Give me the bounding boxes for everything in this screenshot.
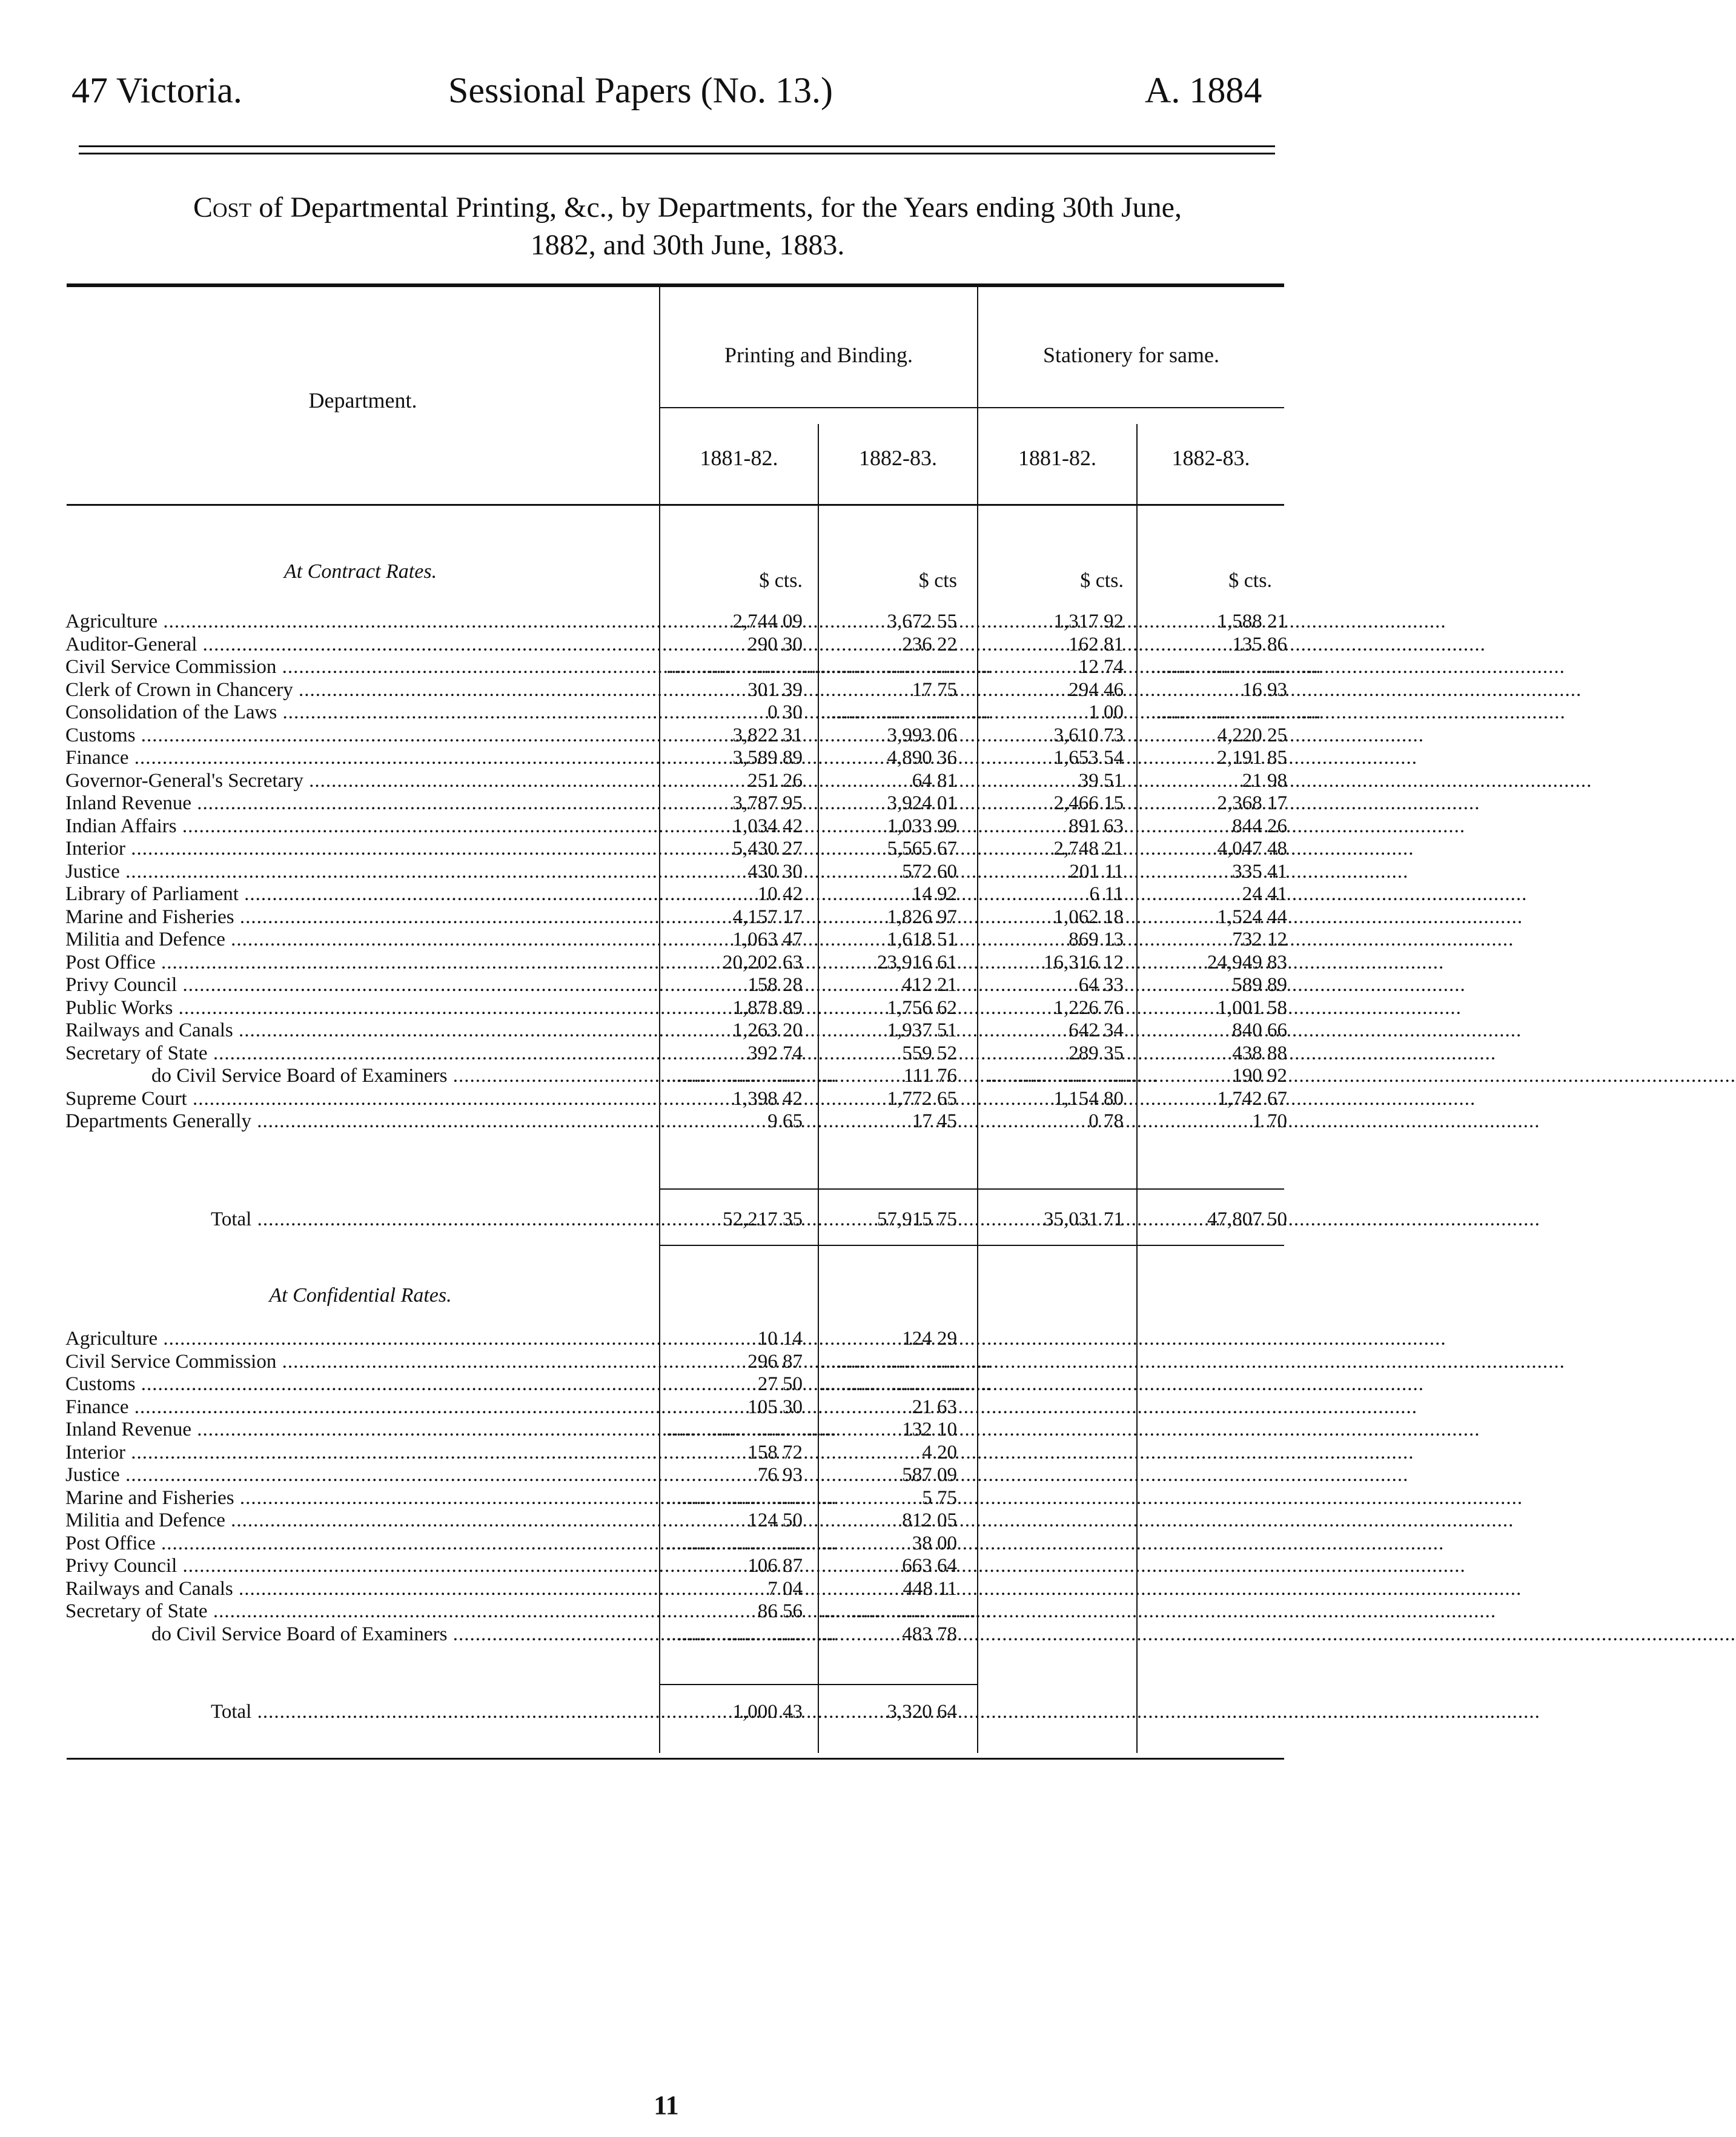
amount-cell: 1,756 62 [887, 996, 957, 1019]
amount-cell: 3,787 95 [732, 792, 803, 814]
amount-cell: 0 30 [767, 701, 803, 723]
amount-cell: 1,263 20 [732, 1019, 803, 1041]
amount-cell: 10 42 [757, 883, 803, 905]
amount-cell: .................................. [1151, 656, 1321, 678]
amount-cell: 335 41 [1232, 860, 1287, 883]
amount-cell: 572 60 [902, 860, 957, 883]
amount-cell: 64 33 [1078, 974, 1124, 996]
department-name: Interior ..... [65, 838, 656, 860]
amount-cell: 5 75 [922, 1486, 957, 1509]
amount-cell: 3,672 55 [887, 611, 957, 632]
amount-cell: 438 88 [1232, 1042, 1287, 1064]
table-row [0, 611, 1413, 633]
amount-cell: 430 30 [747, 860, 803, 883]
amount-cell: 4,157 17 [732, 906, 803, 928]
amount-cell: 1 00 [1088, 701, 1124, 723]
confidential-total-rule-top [660, 1684, 977, 1685]
amount-cell: 24 41 [1242, 883, 1287, 905]
amount-cell: 1,524 44 [1217, 906, 1287, 928]
header-year: A. 1884 [1145, 70, 1262, 110]
amount-cell: 162 81 [1068, 633, 1124, 655]
amount-cell: 251 26 [747, 769, 803, 792]
department-name: Civil Service Commission ..... [65, 656, 656, 678]
printing-binding-heading: Printing and Binding. [724, 343, 913, 367]
amount-cell: 2,748 21 [1053, 838, 1124, 860]
contract-total-printing-1882: 57,915 75 [877, 1208, 957, 1230]
table-row [0, 929, 1413, 951]
year-heading-3: 1881-82. [1018, 446, 1096, 470]
amount-cell: 4,890 36 [887, 747, 957, 769]
table-row [0, 1351, 1413, 1373]
amount-cell: 663 64 [902, 1555, 957, 1577]
confidential-total-printing-1881: 1,000 43 [732, 1701, 803, 1723]
table-row [0, 838, 1413, 860]
amount-cell: 0 78 [1088, 1110, 1124, 1132]
department-name: do Civil Service Board of Examiners ..... [151, 1623, 742, 1646]
amount-cell: 290 30 [747, 633, 803, 655]
amount-cell: 1,317 92 [1053, 611, 1124, 632]
table-row [0, 1487, 1413, 1509]
contract-total-stationery-1881: 35,031 71 [1044, 1208, 1124, 1230]
table-row [0, 1373, 1413, 1396]
department-name: Agriculture ..... [65, 611, 656, 633]
table-row [0, 701, 1413, 724]
confidential-total-label: Total ..... [65, 1701, 656, 1723]
department-name: Marine and Fisheries ..... [65, 1487, 656, 1509]
amount-cell: 20,202 63 [723, 951, 803, 973]
amount-cell: 17 45 [912, 1110, 957, 1132]
amount-cell: 201 11 [1069, 860, 1124, 883]
table-row [0, 1532, 1413, 1555]
contract-total-label: Total ..... [65, 1208, 656, 1231]
table-row [0, 634, 1413, 656]
amount-cell: 1,588 21 [1217, 611, 1287, 632]
amount-cell: 6 11 [1089, 883, 1124, 905]
amount-cell: 24,949 83 [1207, 951, 1287, 973]
amount-cell: 483 78 [902, 1623, 957, 1645]
amount-cell: 289 35 [1068, 1042, 1124, 1064]
stationery-heading: Stationery for same. [1043, 343, 1219, 367]
amount-cell: 105 30 [747, 1396, 803, 1418]
department-name: Finance ..... [65, 747, 656, 769]
department-name: Clerk of Crown in Chancery ..... [65, 679, 656, 701]
amount-cell: 294 46 [1068, 678, 1124, 701]
amount-cell: 812 05 [902, 1509, 957, 1531]
department-name: Railways and Canals ..... [65, 1019, 656, 1042]
amount-cell: 132 10 [902, 1419, 957, 1440]
table-row [0, 770, 1413, 792]
department-column-heading: Department. [308, 388, 417, 412]
table-bottom-rule [67, 1758, 1284, 1760]
table-row [0, 861, 1413, 883]
contract-total-stationery-1882: 47,807 50 [1207, 1208, 1287, 1230]
amount-cell: .................................. [666, 1486, 837, 1509]
department-name: Railways and Canals ..... [65, 1578, 656, 1600]
amount-cell: 1,033 99 [887, 815, 957, 837]
amount-cell: 124 29 [902, 1328, 957, 1350]
confidential-total-printing-1882: 3,320 64 [887, 1701, 957, 1723]
amount-cell: .................................. [821, 1373, 991, 1395]
amount-cell: 1,398 42 [732, 1087, 803, 1110]
department-name: Consolidation of the Laws ..... [65, 701, 656, 724]
amount-cell: 38 00 [912, 1532, 957, 1554]
department-name: Secretary of State ..... [65, 1042, 656, 1065]
amount-cell: 16,316 12 [1044, 951, 1124, 973]
department-name: Militia and Defence ..... [65, 1509, 656, 1532]
contract-total-row [0, 1208, 1413, 1231]
department-name: Auditor-General ..... [65, 634, 656, 656]
amount-cell: .................................. [987, 1065, 1158, 1087]
table-row [0, 1464, 1413, 1486]
amount-cell: 27 50 [757, 1373, 803, 1395]
table-row [0, 1442, 1413, 1464]
header-sessional-papers: Sessional Papers (No. 13.) [448, 70, 833, 110]
table-row [0, 1088, 1413, 1110]
amount-cell: 589 89 [1232, 974, 1287, 996]
amount-cell: 840 66 [1232, 1019, 1287, 1041]
amount-cell: 2,191 85 [1217, 747, 1287, 769]
department-name: Post Office ..... [65, 1532, 656, 1555]
amount-cell: 1,226 76 [1053, 996, 1124, 1019]
amount-cell: 891 63 [1068, 815, 1124, 837]
amount-cell: 10 14 [757, 1328, 803, 1350]
confidential-total-row [0, 1701, 1413, 1723]
amount-cell: .................................. [1151, 701, 1321, 723]
amount-cell: 135 86 [1232, 633, 1287, 655]
amount-cell: 448 11 [903, 1577, 957, 1600]
unit-label-2: $ cts [918, 569, 957, 592]
department-name: do Civil Service Board of Examiners ..... [151, 1065, 742, 1087]
amount-cell: 1,878 89 [732, 996, 803, 1019]
amount-cell: .................................. [666, 1065, 837, 1087]
department-name: Inland Revenue ..... [65, 792, 656, 815]
unit-label-4: $ cts. [1228, 569, 1272, 592]
amount-cell: 23,916 61 [877, 951, 957, 973]
amount-cell: 21 63 [912, 1396, 957, 1418]
title-line2: 1882, and 30th June, 1883. [530, 229, 845, 261]
amount-cell: 111 76 [903, 1065, 957, 1087]
amount-cell: 124 50 [747, 1509, 803, 1531]
amount-cell: 158 72 [747, 1441, 803, 1463]
department-name: Public Works ..... [65, 997, 656, 1019]
department-name: Privy Council ..... [65, 1555, 656, 1577]
unit-label-3: $ cts. [1080, 569, 1124, 592]
amount-cell: 4,047 48 [1217, 838, 1287, 860]
amount-cell: 5,565 67 [887, 838, 957, 860]
department-name: Civil Service Commission ..... [65, 1351, 656, 1373]
table-row [0, 883, 1413, 906]
amount-cell: 1,772 65 [887, 1087, 957, 1110]
department-name: Militia and Defence ..... [65, 929, 656, 951]
amount-cell: 1,653 54 [1053, 747, 1124, 769]
department-name: Inland Revenue ..... [65, 1419, 656, 1441]
amount-cell: 21 98 [1242, 769, 1287, 792]
amount-cell: 392 74 [747, 1042, 803, 1064]
amount-cell: 2,368 17 [1217, 792, 1287, 814]
confidential-rates-heading: At Confidential Rates. [269, 1284, 452, 1307]
amount-cell: 86 56 [757, 1600, 803, 1622]
amount-cell: 5,430 27 [732, 838, 803, 860]
contract-total-rule-bottom [660, 1245, 1284, 1246]
table-row [0, 792, 1413, 815]
amount-cell: 1,001 58 [1217, 996, 1287, 1019]
amount-cell: 1,742 67 [1217, 1087, 1287, 1110]
table-row [0, 1065, 1413, 1087]
department-name: Library of Parliament ..... [65, 883, 656, 906]
table-row [0, 1110, 1413, 1133]
amount-cell: 869 13 [1068, 929, 1124, 950]
amount-cell: 1,826 97 [887, 906, 957, 928]
header-session: 47 Victoria. [71, 70, 242, 110]
amount-cell: 190 92 [1232, 1065, 1287, 1087]
amount-cell: 14 92 [912, 883, 957, 905]
amount-cell: 301 39 [747, 678, 803, 701]
department-name: Privy Council ..... [65, 974, 656, 996]
table-head-rule [67, 504, 1284, 506]
header-rule-top [79, 145, 1275, 147]
table-row [0, 974, 1413, 996]
amount-cell: 1,937 51 [887, 1019, 957, 1041]
amount-cell: 587 09 [902, 1464, 957, 1486]
table-row [0, 1509, 1413, 1532]
amount-cell: 4,220 25 [1217, 724, 1287, 746]
amount-cell: 3,610 73 [1053, 724, 1124, 746]
amount-cell: 412 21 [902, 974, 957, 996]
amount-cell: .................................. [666, 656, 837, 678]
amount-cell: 12 74 [1078, 656, 1124, 678]
department-name: Post Office ..... [65, 952, 656, 974]
title-lead: Cost [193, 191, 252, 224]
table-row [0, 1396, 1413, 1419]
amount-cell: 2,744 09 [732, 611, 803, 632]
department-name: Justice ..... [65, 1464, 656, 1486]
amount-cell: 732 12 [1232, 929, 1287, 950]
amount-cell: 2,466 15 [1053, 792, 1124, 814]
department-name: Agriculture ..... [65, 1328, 656, 1350]
amount-cell: 9 65 [767, 1110, 803, 1132]
printing-group-rule [660, 407, 977, 408]
amount-cell: 296 87 [747, 1350, 803, 1373]
contract-total-printing-1881: 52,217 35 [723, 1208, 803, 1230]
department-name: Finance ..... [65, 1396, 656, 1419]
amount-cell: 3,993 06 [887, 724, 957, 746]
department-name: Interior ..... [65, 1442, 656, 1464]
table-top-rule [67, 283, 1284, 287]
year-heading-2: 1882-83. [859, 446, 937, 470]
amount-cell: 1,154 80 [1053, 1087, 1124, 1110]
department-name: Governor-General's Secretary ..... [65, 770, 656, 792]
year-heading-1: 1881-82. [700, 446, 778, 470]
table-row [0, 1042, 1413, 1065]
table-row [0, 952, 1413, 974]
amount-cell: 106 87 [747, 1555, 803, 1577]
amount-cell: .................................. [666, 1532, 837, 1554]
amount-cell: 76 93 [757, 1464, 803, 1486]
department-name: Secretary of State ..... [65, 1600, 656, 1623]
year-heading-4: 1882-83. [1171, 446, 1250, 470]
header-rule-bottom [79, 153, 1275, 154]
amount-cell: .................................. [666, 1419, 837, 1440]
amount-cell: 1,062 18 [1053, 906, 1124, 928]
amount-cell: 844 26 [1232, 815, 1287, 837]
amount-cell: 64 81 [912, 769, 957, 792]
department-name: Customs ..... [65, 724, 656, 747]
amount-cell: 1 70 [1252, 1110, 1287, 1132]
table-row [0, 906, 1413, 929]
amount-cell: .................................. [821, 701, 991, 723]
amount-cell: 1,618 51 [887, 929, 957, 950]
table-row [0, 815, 1413, 838]
table-row [0, 1555, 1413, 1577]
contract-rates-heading: At Contract Rates. [283, 560, 437, 583]
department-name: Justice ..... [65, 861, 656, 883]
amount-cell: 39 51 [1078, 769, 1124, 792]
amount-cell: 3,822 31 [732, 724, 803, 746]
amount-cell: 4 20 [922, 1441, 957, 1463]
department-name: Customs ..... [65, 1373, 656, 1396]
table-row [0, 1623, 1413, 1646]
amount-cell: 236 22 [902, 633, 957, 655]
department-name: Supreme Court ..... [65, 1088, 656, 1110]
amount-cell: .................................. [821, 656, 991, 678]
amount-cell: 16 93 [1242, 678, 1287, 701]
table-row [0, 724, 1413, 747]
title-line1: of Departmental Printing, &c., by Departments, for the Years ending 30th June, [259, 191, 1182, 224]
amount-cell: .................................. [821, 1600, 991, 1622]
amount-cell: 1,034 42 [732, 815, 803, 837]
amount-cell: 3,589 89 [732, 747, 803, 769]
department-name: Marine and Fisheries ..... [65, 906, 656, 929]
department-name: Departments Generally ..... [65, 1110, 656, 1133]
table-row [0, 1600, 1413, 1623]
table-row [0, 679, 1413, 701]
amount-cell: .................................. [821, 1350, 991, 1373]
amount-cell: 642 34 [1068, 1019, 1124, 1041]
table-row [0, 1328, 1413, 1350]
amount-cell: 559 52 [902, 1042, 957, 1064]
table-title [67, 189, 1308, 264]
contract-total-rule-top [660, 1188, 1284, 1190]
page-number: 11 [654, 2090, 679, 2120]
amount-cell: 1,063 47 [732, 929, 803, 950]
amount-cell: 7 04 [767, 1577, 803, 1600]
table-row [0, 656, 1413, 678]
table-row [0, 1578, 1413, 1600]
amount-cell: .................................. [666, 1623, 837, 1645]
table-row [0, 747, 1413, 769]
department-name: Indian Affairs ..... [65, 815, 656, 838]
stationery-group-rule [978, 407, 1284, 408]
unit-label-1: $ cts. [759, 569, 803, 592]
table-row [0, 1019, 1413, 1042]
table-row [0, 1419, 1413, 1441]
amount-cell: 158 28 [747, 974, 803, 996]
table-row [0, 997, 1413, 1019]
amount-cell: 17 75 [912, 678, 957, 701]
amount-cell: 3,924 01 [887, 792, 957, 814]
